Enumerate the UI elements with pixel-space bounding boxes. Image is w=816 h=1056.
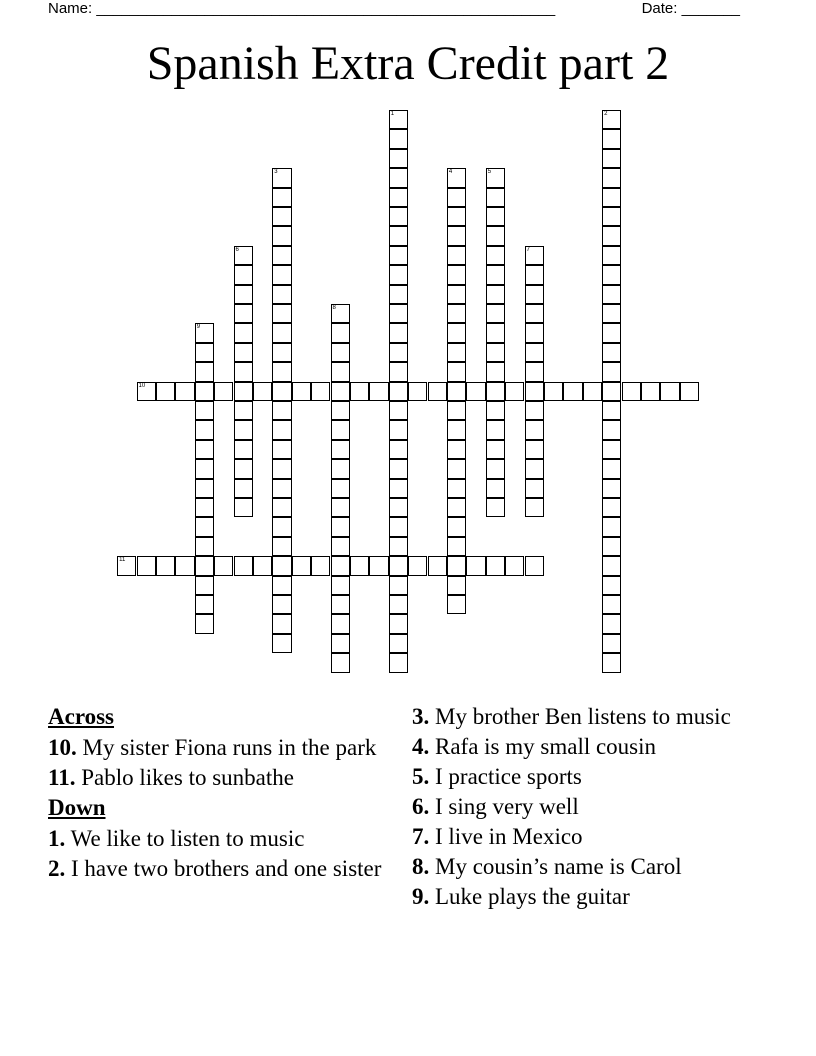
- crossword-cell[interactable]: [447, 595, 466, 614]
- crossword-cell[interactable]: [389, 207, 408, 226]
- crossword-cell[interactable]: [331, 537, 350, 556]
- clue-number: 10.: [48, 735, 77, 760]
- crossword-cell[interactable]: [272, 265, 291, 284]
- crossword-cell[interactable]: [331, 498, 350, 517]
- crossword-cell[interactable]: [253, 556, 272, 575]
- crossword-cell[interactable]: [563, 382, 582, 401]
- clue-down-8: [412, 854, 752, 880]
- clue-number: 5.: [412, 764, 430, 789]
- crossword-cell[interactable]: [486, 246, 505, 265]
- crossword-cell[interactable]: [602, 382, 621, 401]
- crossword-cell[interactable]: [389, 343, 408, 362]
- crossword-cell[interactable]: [680, 382, 699, 401]
- crossword-cell[interactable]: [408, 556, 427, 575]
- crossword-cell[interactable]: [272, 420, 291, 439]
- clue-text: We like to listen to music: [70, 826, 305, 851]
- crossword-cell[interactable]: [389, 537, 408, 556]
- crossword-cell[interactable]: [137, 556, 156, 575]
- crossword-cell[interactable]: [292, 382, 311, 401]
- crossword-cell[interactable]: [447, 440, 466, 459]
- crossword-cell[interactable]: [272, 517, 291, 536]
- crossword-cell[interactable]: [175, 382, 194, 401]
- crossword-cell[interactable]: [602, 440, 621, 459]
- crossword-cell[interactable]: [175, 556, 194, 575]
- crossword-cell[interactable]: [331, 614, 350, 633]
- crossword-cell[interactable]: [447, 420, 466, 439]
- crossword-cell[interactable]: [389, 168, 408, 187]
- crossword-cell[interactable]: [234, 265, 253, 284]
- crossword-cell[interactable]: [331, 576, 350, 595]
- name-field-label: Name: _______________________________________________________: [48, 0, 556, 17]
- crossword-cell[interactable]: [525, 420, 544, 439]
- crossword-cell[interactable]: [156, 382, 175, 401]
- crossword-cell[interactable]: [331, 595, 350, 614]
- crossword-cell[interactable]: [389, 614, 408, 633]
- crossword-cell[interactable]: [195, 517, 214, 536]
- crossword-cell[interactable]: [195, 576, 214, 595]
- crossword-cell[interactable]: [602, 420, 621, 439]
- crossword-cell[interactable]: [428, 382, 447, 401]
- crossword-cell[interactable]: [389, 382, 408, 401]
- crossword-cell[interactable]: [272, 556, 291, 575]
- crossword-cell[interactable]: [331, 343, 350, 362]
- crossword-cell[interactable]: [447, 207, 466, 226]
- crossword-cell[interactable]: [486, 401, 505, 420]
- crossword-cell[interactable]: [602, 556, 621, 575]
- crossword-cell[interactable]: [602, 479, 621, 498]
- crossword-cell[interactable]: [234, 343, 253, 362]
- crossword-cell[interactable]: [234, 420, 253, 439]
- clue-number: 6.: [412, 794, 430, 819]
- crossword-cell[interactable]: [389, 459, 408, 478]
- crossword-cell[interactable]: [525, 304, 544, 323]
- crossword-cell[interactable]: [389, 149, 408, 168]
- clue-down-6: [412, 794, 752, 820]
- crossword-cell[interactable]: [447, 479, 466, 498]
- crossword-cell[interactable]: [602, 517, 621, 536]
- crossword-cell[interactable]: [389, 285, 408, 304]
- crossword-cell[interactable]: [117, 556, 136, 575]
- crossword-cell[interactable]: [195, 479, 214, 498]
- crossword-cell[interactable]: [234, 556, 253, 575]
- crossword-cell[interactable]: [137, 382, 156, 401]
- crossword-cell[interactable]: [272, 226, 291, 245]
- crossword-cell[interactable]: [602, 614, 621, 633]
- crossword-cell[interactable]: [447, 226, 466, 245]
- crossword-cell[interactable]: [447, 576, 466, 595]
- crossword-cell[interactable]: [195, 595, 214, 614]
- crossword-cell[interactable]: [389, 323, 408, 342]
- crossword-cell[interactable]: [195, 420, 214, 439]
- crossword-cell[interactable]: [602, 207, 621, 226]
- crossword-cell[interactable]: [602, 285, 621, 304]
- clues-right-column: [412, 704, 752, 914]
- crossword-cell[interactable]: [195, 459, 214, 478]
- crossword-cell[interactable]: [234, 440, 253, 459]
- crossword-cell[interactable]: [389, 401, 408, 420]
- crossword-cell[interactable]: [447, 382, 466, 401]
- crossword-cell[interactable]: [331, 304, 350, 323]
- crossword-cell[interactable]: [428, 556, 447, 575]
- crossword-cell[interactable]: [447, 265, 466, 284]
- crossword-cell[interactable]: [389, 420, 408, 439]
- crossword-cell[interactable]: [447, 556, 466, 575]
- crossword-cell[interactable]: [350, 556, 369, 575]
- crossword-cell[interactable]: [331, 440, 350, 459]
- crossword-cell[interactable]: [331, 479, 350, 498]
- crossword-cell[interactable]: [602, 265, 621, 284]
- crossword-cell[interactable]: [486, 362, 505, 381]
- cell-number: 6: [235, 246, 239, 253]
- crossword-cell[interactable]: [447, 517, 466, 536]
- crossword-cell[interactable]: [602, 304, 621, 323]
- crossword-cell[interactable]: [486, 265, 505, 284]
- clue-text: Pablo likes to sunbathe: [81, 765, 294, 790]
- clue-number: 7.: [412, 824, 430, 849]
- across-heading: Across: [48, 704, 115, 729]
- crossword-cell[interactable]: [447, 537, 466, 556]
- crossword-cell[interactable]: [486, 285, 505, 304]
- clue-down-1: [48, 826, 388, 852]
- clue-number: 1.: [48, 826, 66, 851]
- crossword-cell[interactable]: [272, 323, 291, 342]
- clue-down-7: [412, 824, 752, 850]
- crossword-cell[interactable]: [331, 323, 350, 342]
- clue-text: I sing very well: [435, 794, 579, 819]
- crossword-cell[interactable]: [447, 459, 466, 478]
- crossword-cell[interactable]: [447, 168, 466, 187]
- cell-number: 8: [332, 305, 336, 311]
- crossword-cell[interactable]: [195, 401, 214, 420]
- crossword-cell[interactable]: [331, 420, 350, 439]
- clue-number: 2.: [48, 856, 66, 881]
- crossword-cell[interactable]: [486, 479, 505, 498]
- crossword-cell[interactable]: [272, 614, 291, 633]
- cell-number: 3: [274, 169, 278, 176]
- crossword-cell[interactable]: [486, 440, 505, 459]
- crossword-cell[interactable]: [389, 517, 408, 536]
- crossword-cell[interactable]: [272, 401, 291, 420]
- crossword-cell[interactable]: [389, 595, 408, 614]
- crossword-cell[interactable]: [389, 226, 408, 245]
- clue-text: Luke plays the guitar: [435, 884, 630, 909]
- crossword-cell[interactable]: [195, 362, 214, 381]
- crossword-cell[interactable]: [234, 323, 253, 342]
- clue-number: 3.: [412, 704, 430, 729]
- cell-number: 7: [526, 246, 530, 253]
- clue-number: 11.: [48, 765, 76, 790]
- crossword-cell[interactable]: [311, 556, 330, 575]
- crossword-cell[interactable]: [272, 498, 291, 517]
- clue-down-5: [412, 764, 752, 790]
- crossword-cell[interactable]: [486, 188, 505, 207]
- crossword-cell[interactable]: [234, 401, 253, 420]
- crossword-cell[interactable]: [272, 246, 291, 265]
- crossword-cell[interactable]: [602, 576, 621, 595]
- crossword-cell[interactable]: [602, 459, 621, 478]
- crossword-cell[interactable]: [389, 440, 408, 459]
- crossword-cell[interactable]: [389, 129, 408, 148]
- crossword-cell[interactable]: [389, 653, 408, 672]
- crossword-cell[interactable]: [525, 246, 544, 265]
- page-title: Spanish Extra Credit part 2: [146, 37, 670, 90]
- crossword-cell[interactable]: [602, 110, 621, 129]
- clue-text: I live in Mexico: [435, 824, 583, 849]
- crossword-cell[interactable]: [195, 498, 214, 517]
- crossword-cell[interactable]: [389, 479, 408, 498]
- crossword-cell[interactable]: [272, 459, 291, 478]
- crossword-cell[interactable]: [486, 498, 505, 517]
- crossword-cell[interactable]: [447, 285, 466, 304]
- crossword-cell[interactable]: [272, 382, 291, 401]
- crossword-cell[interactable]: [525, 556, 544, 575]
- clue-text: My sister Fiona runs in the park: [82, 735, 377, 760]
- clue-text: I have two brothers and one sister: [71, 856, 382, 881]
- crossword-cell[interactable]: [486, 459, 505, 478]
- crossword-cell[interactable]: [272, 595, 291, 614]
- crossword-cell[interactable]: [272, 207, 291, 226]
- crossword-cell[interactable]: [331, 401, 350, 420]
- crossword-cell[interactable]: [505, 382, 524, 401]
- crossword-cell[interactable]: [234, 246, 253, 265]
- crossword-cell[interactable]: [486, 420, 505, 439]
- crossword-cell[interactable]: [602, 323, 621, 342]
- crossword-cell[interactable]: [447, 304, 466, 323]
- crossword-cell[interactable]: [272, 479, 291, 498]
- crossword-cell[interactable]: [234, 362, 253, 381]
- crossword-cell[interactable]: [234, 285, 253, 304]
- crossword-cell[interactable]: [234, 382, 253, 401]
- cell-number: 11: [119, 557, 126, 564]
- clue-across-11: [48, 765, 388, 791]
- crossword-cell[interactable]: [195, 556, 214, 575]
- cell-number: 2: [604, 111, 608, 117]
- crossword-cell[interactable]: [369, 382, 388, 401]
- crossword-cell[interactable]: [195, 440, 214, 459]
- clue-down-4: [412, 734, 752, 760]
- crossword-cell[interactable]: [525, 382, 544, 401]
- date-field-label: Date: _______: [641, 0, 740, 17]
- crossword-cell[interactable]: [525, 440, 544, 459]
- crossword-cell[interactable]: [525, 323, 544, 342]
- clue-down-2: [48, 856, 388, 882]
- crossword-cell[interactable]: [272, 188, 291, 207]
- crossword-cell[interactable]: [272, 168, 291, 187]
- crossword-cell[interactable]: [486, 207, 505, 226]
- crossword-cell[interactable]: [389, 304, 408, 323]
- crossword-cell[interactable]: [544, 382, 563, 401]
- clue-text: My cousin’s name is Carol: [435, 854, 682, 879]
- crossword-cell[interactable]: [331, 362, 350, 381]
- crossword-cell[interactable]: [602, 362, 621, 381]
- crossword-cell[interactable]: [214, 556, 233, 575]
- crossword-cell[interactable]: [525, 285, 544, 304]
- crossword-cell[interactable]: [389, 556, 408, 575]
- crossword-cell[interactable]: [525, 498, 544, 517]
- crossword-cell[interactable]: [389, 498, 408, 517]
- crossword-cell[interactable]: [234, 479, 253, 498]
- crossword-cell[interactable]: [486, 343, 505, 362]
- clue-text: Rafa is my small cousin: [435, 734, 657, 759]
- crossword-cell[interactable]: [602, 634, 621, 653]
- crossword-cell[interactable]: [311, 382, 330, 401]
- cell-number: 1: [390, 111, 395, 117]
- crossword-cell[interactable]: [389, 634, 408, 653]
- crossword-cell[interactable]: [272, 304, 291, 323]
- crossword-cell[interactable]: [525, 401, 544, 420]
- crossword-cell[interactable]: [156, 556, 175, 575]
- crossword-cell[interactable]: [486, 226, 505, 245]
- crossword-cell[interactable]: [369, 556, 388, 575]
- crossword-cell[interactable]: [389, 576, 408, 595]
- crossword-cell[interactable]: [331, 459, 350, 478]
- crossword-cell[interactable]: [272, 440, 291, 459]
- crossword-cell[interactable]: [486, 556, 505, 575]
- clues-left-column: [48, 704, 388, 886]
- crossword-cell[interactable]: [466, 556, 485, 575]
- crossword-cell[interactable]: [602, 149, 621, 168]
- crossword-cell[interactable]: [486, 168, 505, 187]
- clue-number: 8.: [412, 854, 430, 879]
- crossword-cell[interactable]: [195, 343, 214, 362]
- clue-down-9: [412, 884, 752, 910]
- cell-number: 5: [487, 169, 492, 176]
- cell-number: 4: [448, 169, 453, 176]
- crossword-cell[interactable]: [408, 382, 427, 401]
- crossword-cell[interactable]: [602, 401, 621, 420]
- crossword-cell[interactable]: [389, 265, 408, 284]
- crossword-cell[interactable]: [602, 129, 621, 148]
- crossword-cell[interactable]: [525, 265, 544, 284]
- crossword-cell[interactable]: [234, 304, 253, 323]
- crossword-cell[interactable]: [234, 459, 253, 478]
- crossword-cell[interactable]: [525, 459, 544, 478]
- crossword-cell[interactable]: [331, 556, 350, 575]
- clue-down-3: [412, 704, 752, 730]
- crossword-cell[interactable]: [447, 343, 466, 362]
- crossword-cell[interactable]: [272, 343, 291, 362]
- crossword-cell[interactable]: [505, 556, 524, 575]
- crossword-cell[interactable]: [602, 246, 621, 265]
- crossword-cell[interactable]: [660, 382, 679, 401]
- crossword-cell[interactable]: [486, 382, 505, 401]
- crossword-cell[interactable]: [525, 479, 544, 498]
- crossword-cell[interactable]: [641, 382, 660, 401]
- crossword-cell[interactable]: [331, 382, 350, 401]
- crossword-cell[interactable]: [447, 188, 466, 207]
- crossword-cell[interactable]: [466, 382, 485, 401]
- crossword-cell[interactable]: [195, 323, 214, 342]
- clue-across-10: [48, 735, 388, 761]
- crossword-cell[interactable]: [486, 304, 505, 323]
- clue-number: 9.: [412, 884, 430, 909]
- crossword-cell[interactable]: [272, 634, 291, 653]
- clue-text: My brother Ben listens to music: [435, 704, 731, 729]
- crossword-cell[interactable]: [331, 634, 350, 653]
- crossword-cell[interactable]: [389, 188, 408, 207]
- crossword-cell[interactable]: [525, 343, 544, 362]
- clue-text: I practice sports: [435, 764, 582, 789]
- crossword-cell[interactable]: [602, 498, 621, 517]
- cell-number: 9: [196, 324, 201, 331]
- crossword-cell[interactable]: [447, 498, 466, 517]
- crossword-cell[interactable]: [602, 343, 621, 362]
- crossword-cell[interactable]: [389, 246, 408, 265]
- crossword-cell[interactable]: [602, 226, 621, 245]
- crossword-cell[interactable]: [272, 362, 291, 381]
- crossword-cell[interactable]: [350, 382, 369, 401]
- crossword-cell[interactable]: [447, 401, 466, 420]
- crossword-cell[interactable]: [622, 382, 641, 401]
- crossword-cell[interactable]: [583, 382, 602, 401]
- crossword-cell[interactable]: [602, 595, 621, 614]
- crossword-cell[interactable]: [331, 653, 350, 672]
- crossword-cell[interactable]: [389, 362, 408, 381]
- cell-number: 10: [138, 382, 146, 389]
- crossword-cell[interactable]: [447, 362, 466, 381]
- crossword-cell[interactable]: [602, 168, 621, 187]
- crossword-cell[interactable]: [214, 382, 233, 401]
- crossword-cell[interactable]: [272, 285, 291, 304]
- down-heading: Down: [48, 795, 106, 820]
- crossword-cell[interactable]: [447, 246, 466, 265]
- crossword-cell[interactable]: [195, 614, 214, 633]
- crossword-cell[interactable]: [447, 323, 466, 342]
- crossword-cell[interactable]: [195, 537, 214, 556]
- crossword-cell[interactable]: [331, 517, 350, 536]
- crossword-cell[interactable]: [525, 362, 544, 381]
- crossword-cell[interactable]: [234, 498, 253, 517]
- crossword-cell[interactable]: [292, 556, 311, 575]
- crossword-cell[interactable]: [195, 382, 214, 401]
- crossword-cell[interactable]: [272, 537, 291, 556]
- crossword-cell[interactable]: [602, 537, 621, 556]
- clue-number: 4.: [412, 734, 430, 759]
- crossword-cell[interactable]: [253, 382, 272, 401]
- crossword-cell[interactable]: [389, 110, 408, 129]
- crossword-cell[interactable]: [486, 323, 505, 342]
- crossword-cell[interactable]: [602, 653, 621, 672]
- crossword-cell[interactable]: [272, 576, 291, 595]
- crossword-cell[interactable]: [602, 188, 621, 207]
